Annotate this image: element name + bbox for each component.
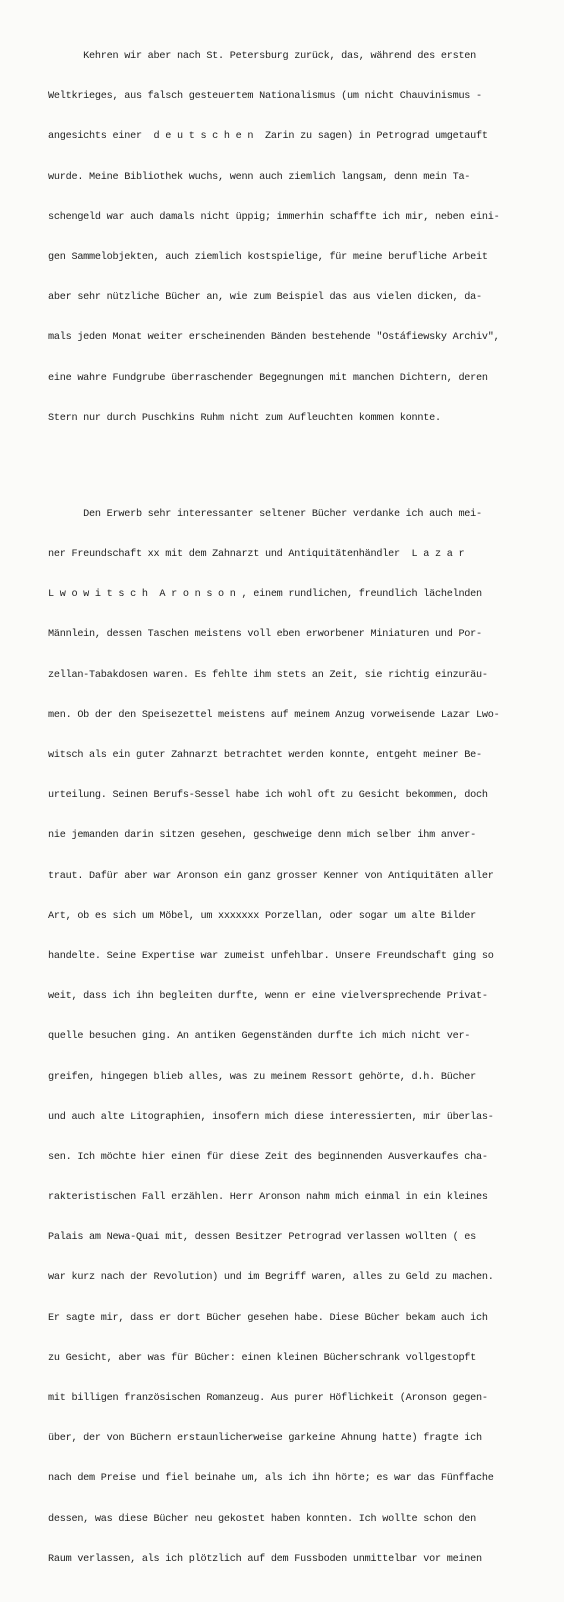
text-line: Weltkrieges, aus falsch gesteuertem Nationalismus (um nicht Chauvinismus - [48,91,482,103]
text-line: handelte. Seine Expertise war zumeist unfehlbar. Unsere Freundschaft ging so [48,950,494,962]
text-line: mit billigen französischen Romanzeug. Aus purer Höflichkeit (Aronson gegen- [48,1393,488,1404]
text-line: eine wahre Fundgrube überraschender Begegnungen mit manchen Dichtern, deren [48,372,488,384]
text-line: nie jemanden darin sitzen gesehen, geschweige denn mich selber ihm anver- [48,830,477,842]
text-line: Er sagte mir, dass er dort Bücher gesehen habe. Diese Bücher bekam auch ich [48,1312,488,1324]
text-line: Kehren wir aber nach St. Petersburg zurück, das, während des ersten [48,51,477,62]
text-line: wurde. Meine Bibliothek wuchs, wenn auch ziemlich langsam, denn mein Ta- [48,171,471,183]
text-line: Art, ob es sich um Möbel, um xxxxxxx Porzellan, oder sogar um alte Bilder [48,910,477,922]
text-line: und auch alte Litographien, insofern mich diese interessierten, mir überlas- [48,1111,494,1123]
text-line: war kurz nach der Revolution) und im Begriff waren, alles zu Geld zu machen. [48,1272,494,1284]
text-line: gen Sammelobjekten, auch ziemlich kostspielige, für meine berufliche Arbeit [48,251,488,263]
text-line: L w o w i t s c h A r o n s o n , einem rundlichen, freundlich lächelnden [48,589,482,601]
text-line: urteilung. Seinen Berufs-Sessel habe ich wohl oft zu Gesicht bekommen, doch [48,790,488,802]
text-line: sen. Ich möchte hier einen für diese Zeit des beginnenden Ausverkaufes cha- [48,1151,488,1163]
paragraph-2 [48,484,550,1591]
text-line: ner Freundschaft xx mit dem Zahnarzt und Antiquitätenhändler L a z a r [48,549,465,561]
text-line: Männlein, dessen Taschen meistens voll eben erworbener Miniaturen und Por- [48,629,482,641]
text-line: men. Ob der den Speisezettel meistens auf meinem Anzug vorweisende Lazar Lwo- [48,709,500,721]
text-line: angesichts einer d e u t s c h e n Zarin zu sagen) in Petrograd umgetauft [48,131,488,143]
text-line: dessen, was diese Bücher neu gekostet haben konnten. Ich wollte schon den [48,1513,477,1525]
text-line: quelle besuchen ging. An antiken Gegenständen durfte ich mich nicht ver- [48,1031,471,1043]
text-line: weit, dass ich ihn begleiten durfte, wenn er eine vielversprechende Privat- [48,991,488,1003]
text-line: zu Gesicht, aber was für Bücher: einen kleinen Bücherschrank vollgestopft [48,1352,477,1364]
text-line: Stern nur durch Puschkins Ruhm nicht zum Aufleuchten kommen konnte. [48,412,441,424]
text-line: Den Erwerb sehr interessanter seltener Bücher verdanke ich auch mei- [48,508,482,520]
text-line: Raum verlassen, als ich plötzlich auf dem Fussboden unmittelbar vor meinen [48,1553,482,1565]
text-line: mals jeden Monat weiter erscheinenden Bänden bestehende "Ostáfiewsky Archiv", [48,332,500,344]
text-line: nach dem Preise und fiel beinahe um, als ich ihn hörte; es war das Fünffache [48,1473,494,1485]
text-line: traut. Dafür aber war Aronson ein ganz grosser Kenner von Antiquitäten aller [48,870,494,882]
text-line: schengeld war auch damals nicht üppig; immerhin schaffte ich mir, neben eini- [48,211,500,223]
text-line: Palais am Newa-Quai mit, dessen Besitzer Petrograd verlassen wollten ( es [48,1232,477,1244]
text-line: rakteristischen Fall erzählen. Herr Aronson nahm mich einmal in ein kleines [48,1192,488,1204]
text-line: über, der von Büchern erstaunlicherweise garkeine Ahnung hatte) fragte ich [48,1433,482,1445]
text-line: zellan-Tabakdosen waren. Es fehlte ihm stets an Zeit, sie richtig einzuräu- [48,669,488,681]
text-line: witsch als ein guter Zahnarzt betrachtet werden konnte, entgeht meiner Be- [48,750,482,761]
text-line: greifen, hingegen blieb alles, was zu meinem Ressort gehörte, d.h. Bücher [48,1071,477,1083]
text-line: aber sehr nützliche Bücher an, wie zum Beispiel das aus vielen dicken, da- [48,292,482,304]
paragraph-1 [48,26,550,450]
